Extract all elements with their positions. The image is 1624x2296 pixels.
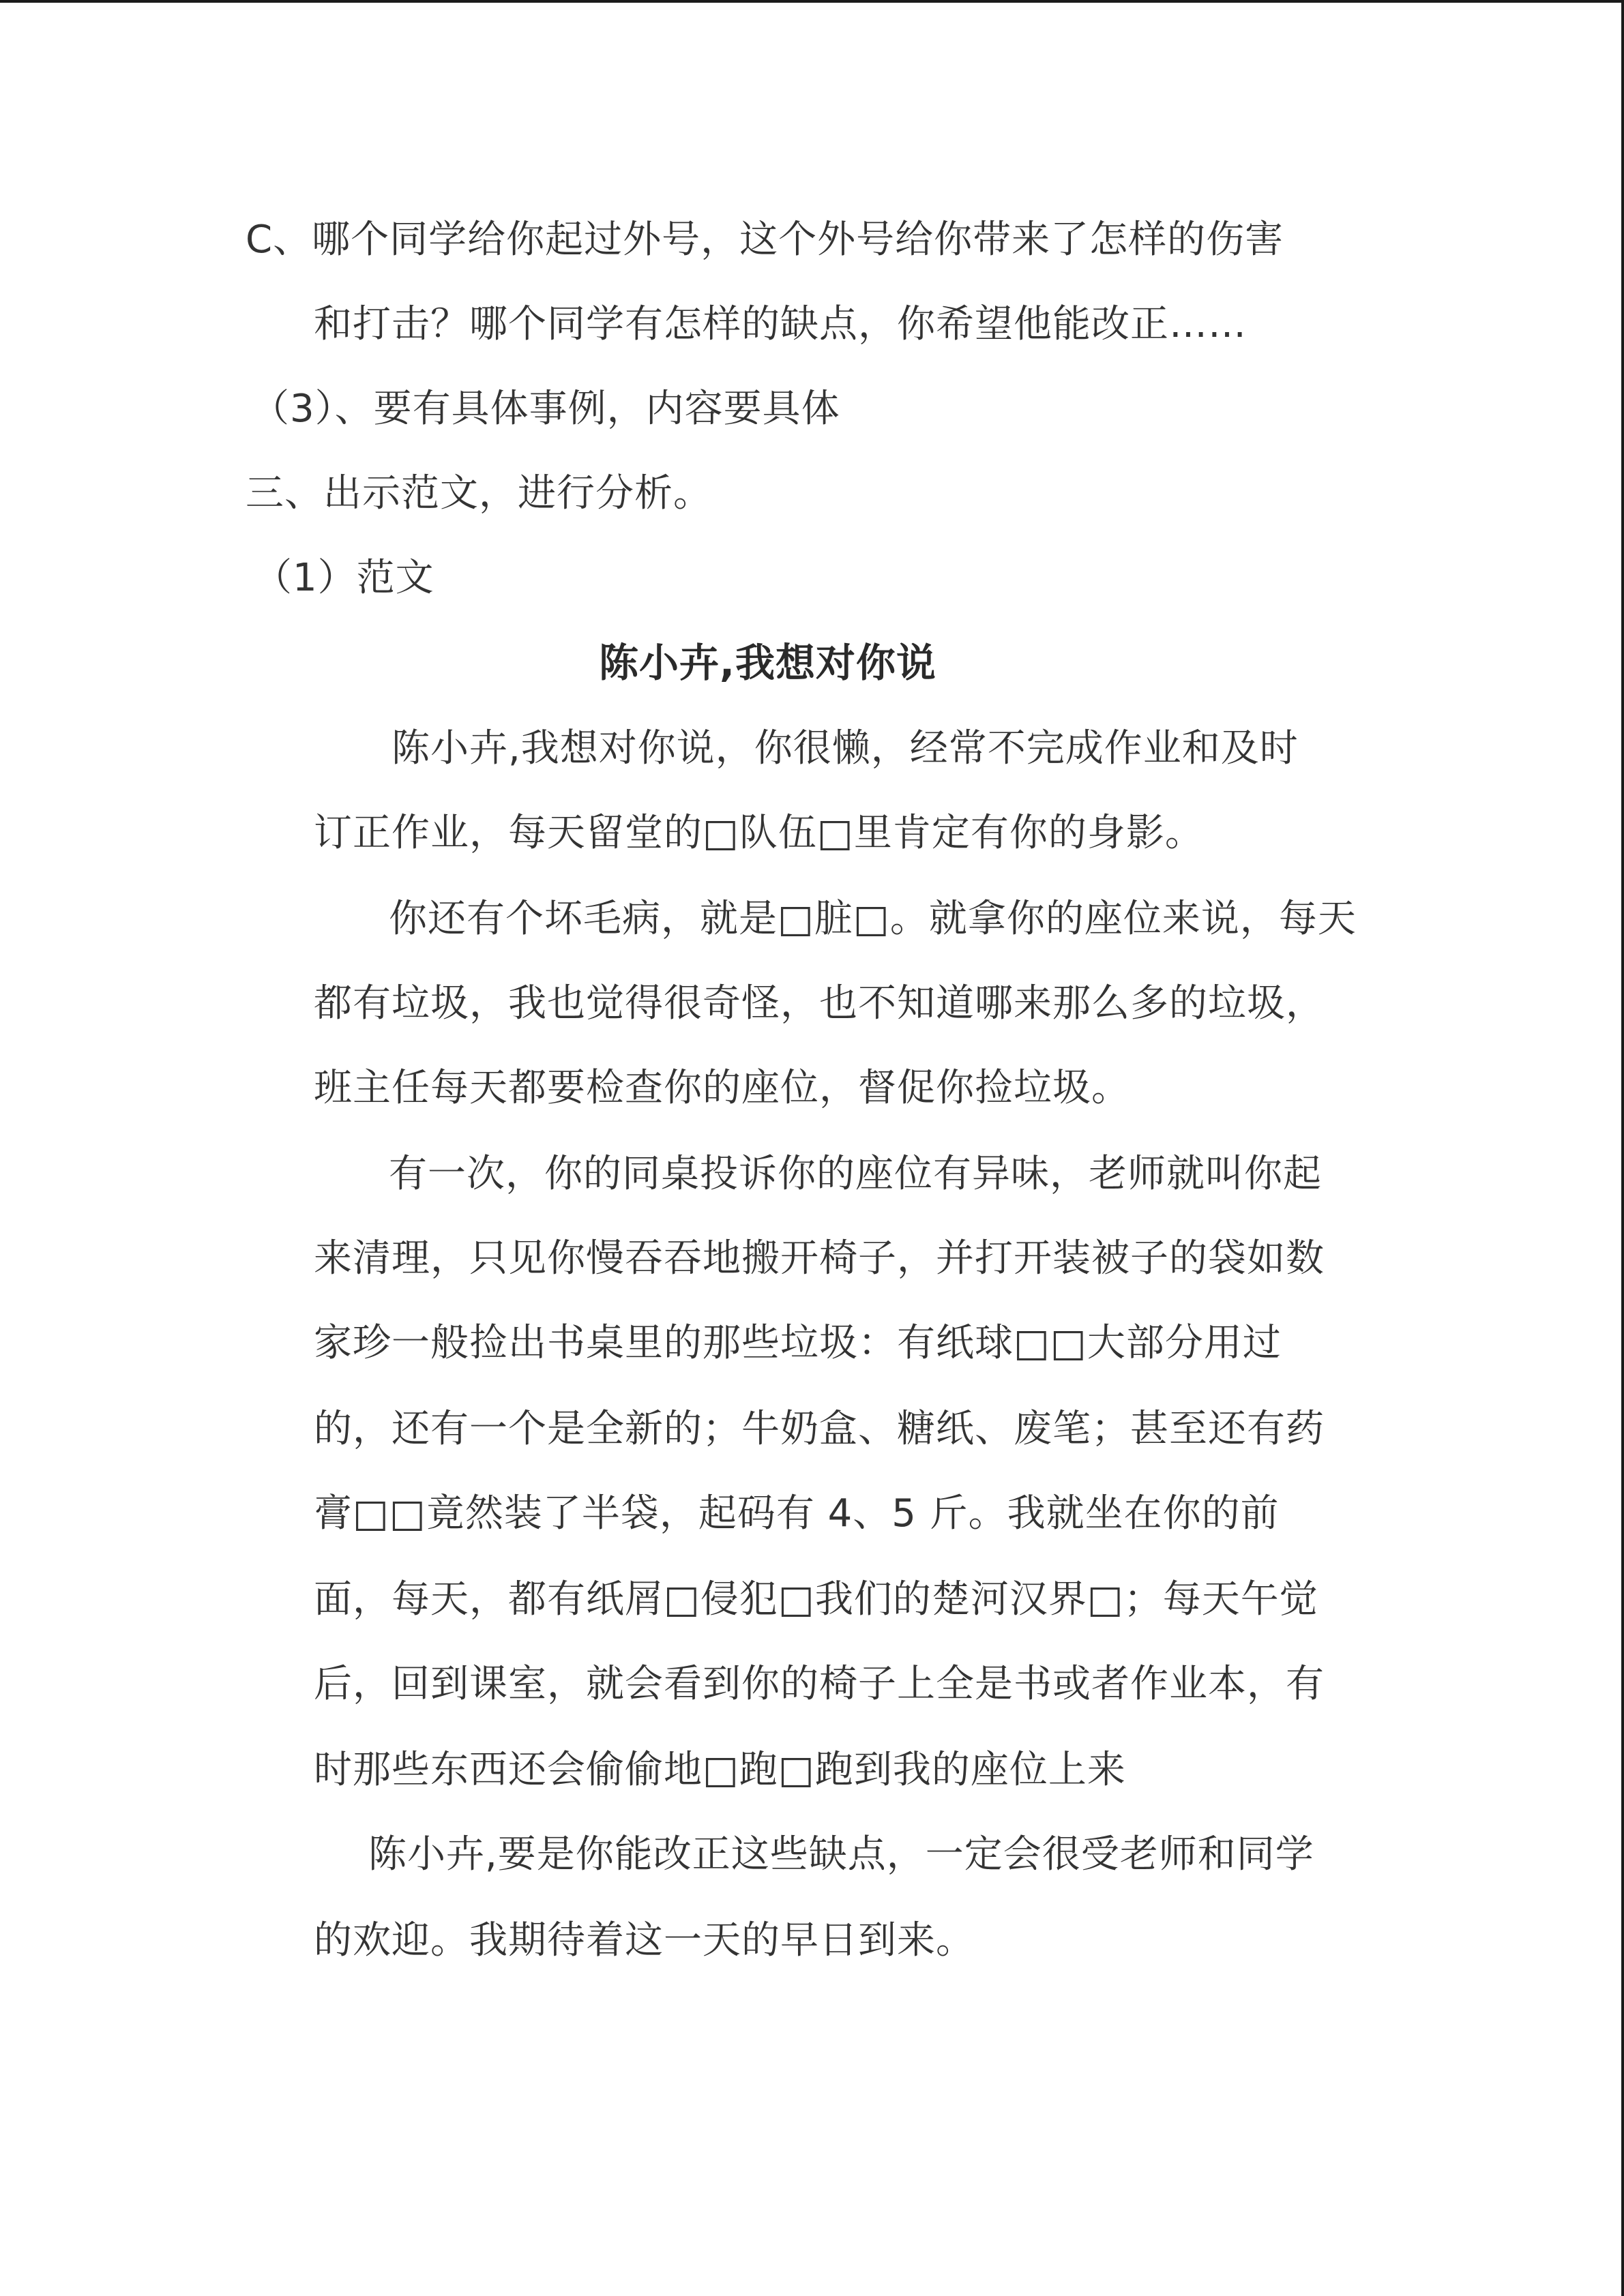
text-line: 面，每天，都有纸屑□侵犯□我们的楚河汉界□；每天午觉	[314, 1577, 1318, 1622]
text-line: 有一次，你的同桌投诉你的座位有异味，老师就叫你起	[389, 1152, 1322, 1196]
text-line: 都有垃圾，我也觉得很奇怪，也不知道哪来那么多的垃圾，	[314, 981, 1325, 1026]
text-line: 来清理，只见你慢吞吞地搬开椅子，并打开装被子的袋如数	[314, 1236, 1325, 1281]
text-line: 的，还有一个是全新的；牛奶盒、糖纸、废笔；甚至还有药	[314, 1407, 1325, 1451]
text-line: （1）范文	[254, 556, 434, 600]
text-line: 订正作业，每天留堂的□队伍□里肯定有你的身影。	[314, 811, 1204, 855]
text-line: 家珍一般捡出书桌里的那些垃圾：有纸球□□大部分用过	[314, 1321, 1282, 1365]
text-line: 你还有个坏毛病，就是□脏□。就拿你的座位来说，每天	[389, 897, 1357, 941]
text-line: 陈小卉,要是你能改正这些缺点，一定会很受老师和同学	[368, 1832, 1314, 1877]
text-line: 后，回到课室，就会看到你的椅子上全是书或者作业本，有	[314, 1662, 1325, 1706]
text-line: 膏□□竟然装了半袋，起码有 4、5 斤。我就坐在你的前	[314, 1491, 1280, 1536]
page-top-edge	[0, 0, 1624, 3]
text-line: 的欢迎。我期待着这一天的早日到来。	[314, 1918, 975, 1963]
text-line: 三、出示范文，进行分析。	[246, 471, 712, 516]
text-line: 班主任每天都要检查你的座位，督促你捡垃圾。	[314, 1066, 1130, 1110]
essay-title: 陈小卉,我想对你说	[599, 640, 937, 686]
text-line: 和打击？哪个同学有怎样的缺点，你希望他能改正……	[314, 302, 1247, 346]
text-line: （3）、要有具体事例，内容要具体	[251, 387, 840, 431]
text-line: C、哪个同学给你起过外号，这个外号给你带来了怎样的伤害	[246, 218, 1284, 262]
page-right-edge	[1621, 0, 1624, 2296]
text-line: 时那些东西还会偷偷地□跑□跑到我的座位上来	[314, 1748, 1126, 1792]
text-line: 陈小卉,我想对你说，你很懒，经常不完成作业和及时	[392, 726, 1299, 771]
